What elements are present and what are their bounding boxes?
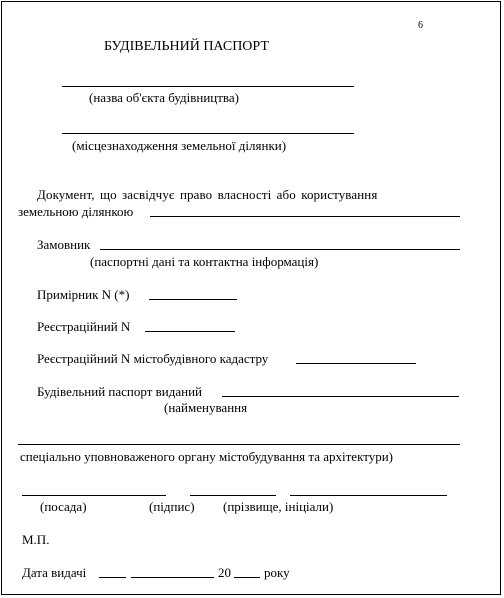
page-number: 6 [418,20,423,31]
land-location-line [62,133,354,134]
signature-caption: (підпис) [149,499,195,514]
ownership-doc-line [150,216,460,217]
customer-line [100,249,460,250]
registration-number-line [145,331,235,332]
copy-number-line [149,299,237,300]
issue-day-line [99,577,126,578]
issue-year-suffix: року [264,565,290,580]
cadastre-number-label: Реєстраційний N містобудівного кадастру [37,351,269,366]
position-caption: (посада) [40,499,87,514]
ownership-doc-label: Документ, що засвідчує право власності або користування [37,187,378,202]
issue-year-line [234,577,260,578]
ownership-doc-label-cont: земельною ділянкою [18,204,134,219]
issuing-authority-line [18,444,460,445]
signature-line [190,495,276,496]
document-title: БУДІВЕЛЬНИЙ ПАСПОРТ [104,39,269,54]
issue-month-line [131,577,214,578]
issued-by-caption: (найменування [164,400,248,415]
name-caption: (прізвище, ініціали) [223,499,334,514]
document-page [1,1,501,595]
issue-date-label: Дата видачі [22,565,87,580]
position-line [22,495,166,496]
object-name-caption: (назва об'єкта будівництва) [89,90,240,105]
name-line [290,495,447,496]
customer-label: Замовник [37,237,91,252]
stamp-label: М.П. [22,532,50,547]
issued-by-line [222,396,459,397]
customer-caption: (паспортні дані та контактна інформація) [90,254,319,269]
issue-year-prefix: 20 [218,565,231,580]
copy-number-label: Примірник N (*) [37,287,130,302]
land-location-caption: (місцезнаходження земельної ділянки) [72,138,287,153]
cadastre-number-line [296,363,416,364]
object-name-line [62,86,354,87]
issued-by-label: Будівельний паспорт виданий [37,384,202,399]
issued-by-caption-cont: спеціально уповноваженого органу містобудування та архітектури) [20,449,394,464]
registration-number-label: Реєстраційний N [37,319,131,334]
